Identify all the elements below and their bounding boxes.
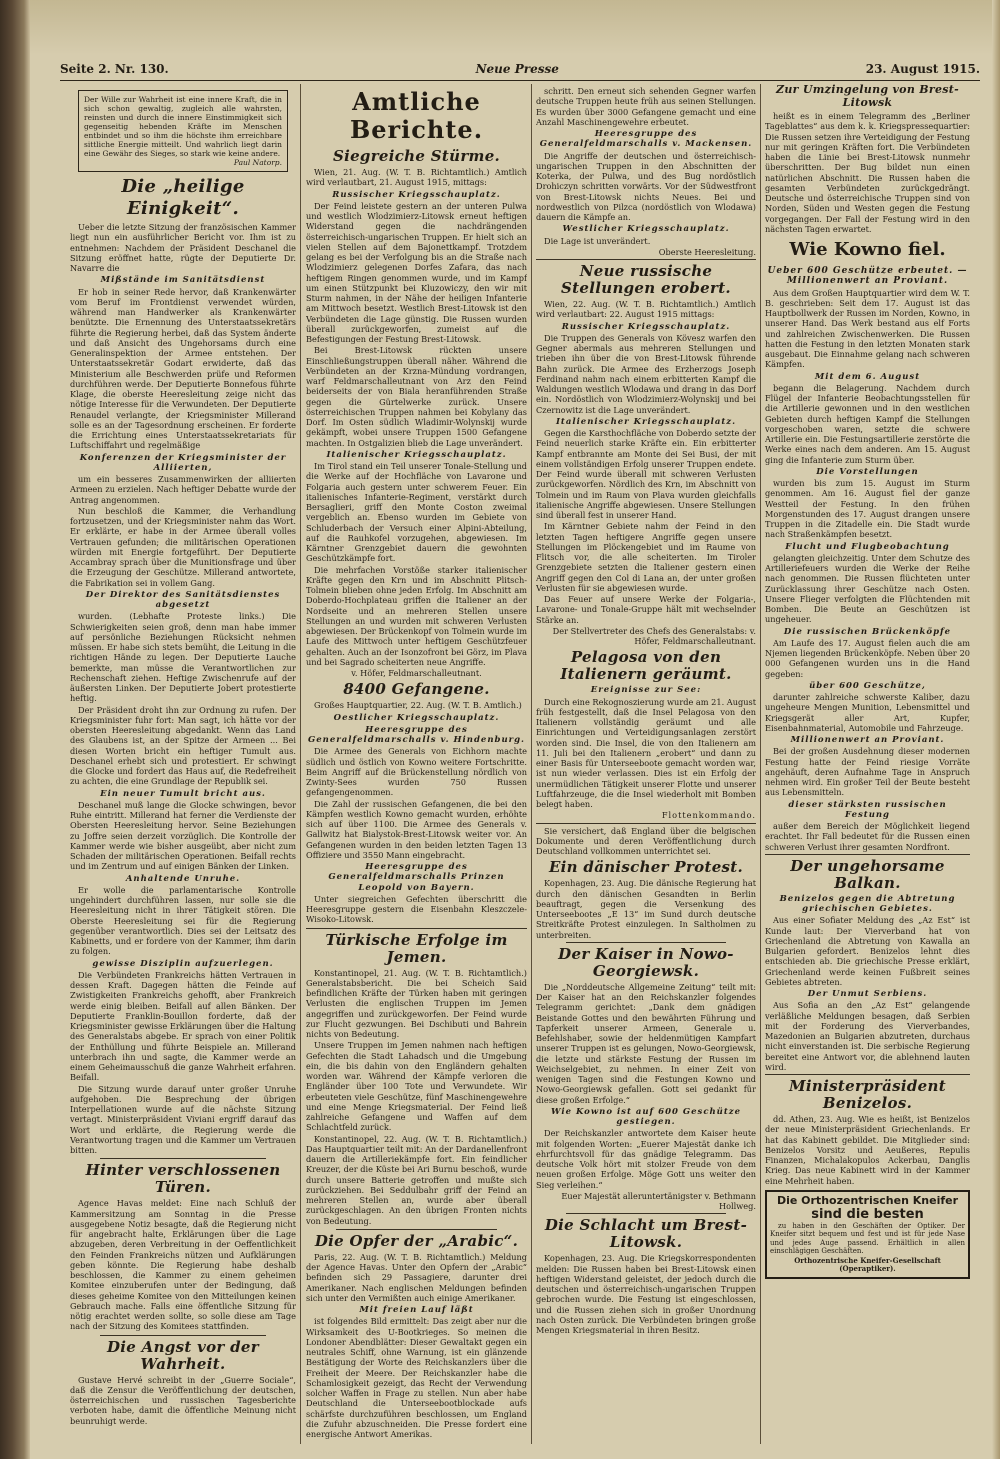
- subheading: Der Direktor des Sanitätsdienstes abgesetzt: [85, 589, 281, 610]
- subheading: Millionenwert an Proviant.: [790, 735, 945, 745]
- article-text: Aus einer Sofiater Meldung des „Az Est“ ist Kunde laut: Der Vierverband hat von Griechenland die Abtretung von Kawalla an Bulgarien gefordert. Benizelos lehnt dies entschieden ab. Die griechische Presse erklärt, Griechenland werde keinen Fußbreit seines Gebietes abtreten.: [765, 915, 970, 987]
- headline-wie-kowno-fiel: Wie Kowno fiel.: [789, 239, 946, 260]
- section-heading: Heeresgruppe des Generalfeldmarschalls Prinzen Leopold von Bayern.: [328, 862, 505, 893]
- paper-top-edge: [30, 0, 1000, 55]
- motto-box: [78, 90, 288, 172]
- column-3: [536, 86, 756, 1446]
- section-divider: [566, 942, 726, 943]
- article-text: Das Feuer auf unsere Werke der Folgaria-, Lavarone- und Tonale-Gruppe hält mit wechselnder Stärke an.: [536, 594, 756, 625]
- dateline: Großes Hauptquartier, 22. Aug. (W. T. B. Amtlich.): [314, 700, 522, 711]
- article-text: Kopenhagen, 23. Aug. Die dänische Regierung hat durch den dänischen Gesandten in Berlin beauftragt, gegen die Versenkung des Unterseebootes „E 13“ im Sund durch deutsche Streitkräfte Protest einzulegen. In Saltholmen zu unterbreiten.: [536, 878, 756, 940]
- column-rule: [531, 84, 532, 1444]
- article-text: heißt es in einem Telegramm des „Berliner Tageblattes“ aus dem k. k. Kriegspressequartier: Die Russen setzen ihre Verteidigung der Festung nur mit geringen Kräften fort. Die Verbündeten haben die Linie bei Brest-Litowsk nunmehr überschritten. Der Bug bildet nun einen natürlichen Abschnitt. Die Russen haben die gesamten Verbündeten zurückgedrängt. Deutsche und österreichische Truppen sind von Norden, Süden und Westen gegen die Festung vorgegangen. Der Fall der Festung wird in den nächsten Tagen erwartet.: [765, 111, 970, 234]
- article-text: Die Angriffe der deutschen und österreichisch-ungarischen Truppen in den Abschnitten der Koterka, der Pulwa, und des Bug nordöstlich Drohiczyn schritten vorwärts. Vor der Südwestfront von Brest-Litowsk nichts Neues. Bei und nordwestlich von Pilzca (nordöstlich von Wlodawa) dauern die Kämpfe an.: [536, 150, 756, 222]
- subheading: Mit dem 6. August: [814, 371, 921, 382]
- article-text: Die Verbündeten Frankreichs hätten Vertrauen in dessen Kraft. Dagegen hätten die Feinde auf Zwistigkeiten Frankreichs gehofft, aber Frankreich werde einig bleiben. Beifall auf allen Bänken. Der Deputierte Franklin-Bouillon forderte, daß der Kriegsminister gewisse Erklärungen über die Haltung des Generalstabs abgebe. Er sprach von einer Politik der Enthüllung und führte Beispiele an. Millerand unterbrach ihn und sagte, die Kammer werde an einem Geheimausschuß die ganze Wahrheit erfahren. Beifall.: [70, 969, 296, 1083]
- signature: v. Höfer, Feldmarschalleutnant.: [351, 668, 482, 678]
- ad-subheadline: sind die besten: [811, 1206, 924, 1222]
- article-text: Die Lage ist unverändert.: [544, 235, 651, 246]
- article-text: Er hob in seiner Rede hervor, daß Krankenwärter vom Beruf im Frontdienst verwendet würden, während man Handwerker als Krankenwärter benützte. Die Ernennung des Unterstaatssekretärs führte die Regierung herbei, daß das System änderte und daß Ansicht des Ungehorsams durch eine Generalinspektion der Armee entstehen. Der Unterstaatssekretär Godart erwiderte, daß das Ministerium alle Beschwerden prüfe und Reformen durchführen werde. Der Deputierte Bonnefous führte Klage, die oberste Heeresleitung zeige nicht das nötige Interesse für die Verwundeten. Der Deputierte Renaudel verlangte, der Kriegsminister Millerand solle es an der Tagesordnung erscheinen. Er forderte die Errichtung eines Unterstaatssekretariats für Luftschiffahrt und regelmäßige: [70, 286, 296, 451]
- article-text: Gustave Hervé schreibt in der „Guerre Sociale“, daß die Zensur die Veröffentlichung der deutschen, österreichischen und russischen Tagesberichte verboten habe, damit die öffentliche Meinung nicht beunruhigt werde.: [70, 1374, 296, 1426]
- ad-text: zu haben in den Geschäften der Optiker. Der Kneifer sitzt bequem und fest und ist für jede Nase und jedes Auge passend. Erhältlich in allen einschlägigen Geschäften.: [770, 1221, 965, 1256]
- headline-umzingelung-brest-litowsk: Zur Umzingelung von Brest-Litowsk: [776, 83, 959, 109]
- article-text: Aus dem Großen Hauptquartier wird dem W. T. B. geschrieben: Seit dem 17. August ist das Hauptbollwerk der Russen im Norden, Kowno, in unserer Hand. Das Werk bestand aus elf Forts und zahlreichen Zwischenwerken. Die Russen hatten die Festung in den letzten Monaten stark ausgebaut. Die Einnahme gelang nach schweren Kämpfen.: [765, 287, 970, 370]
- article-text: wurden bis zum 15. August im Sturm genommen. Am 16. August fiel der ganze Westteil der Festung. In den frühen Morgenstunden des 17. August drangen unsere Truppen in die Zitadelle ein. Die Stadt wurde nach Straßenkämpfen besetzt.: [765, 478, 970, 540]
- article-text: Im Tirol stand ein Teil unserer Tonale-Stellung und die Werke auf der Hochfläche von Lavarone und Folgaria auch gestern unter schwerem Feuer. Ein italienisches Infanterie-Regiment, verstärkt durch Bersaglieri, griff den Monte Coston zweimal vergeblich an. Ebenso wurden im Gebiete von Schluderbach der Versuch einer Alpini-Abteilung, auf die Rauhkofel vorzugehen, abgewiesen. Im Kärntner Grenzgebiet dauern die gewohnten Geschützkämpfe fort.: [306, 461, 527, 564]
- signature: Euer Majestät alleruntertänigster v. Bethmann Hollweg.: [561, 1190, 756, 1211]
- headline-heilige-einigkeit: Die „heilige Einigkeit“.: [121, 176, 245, 219]
- section-divider: [336, 1229, 497, 1230]
- article-text: Kopenhagen, 23. Aug. Die Kriegskorrespondenten melden: Die Russen haben bei Brest-Litowsk einen heftigen Widerstand geleistet, der jedoch durch die deutschen und österreichisch-ungarischen Truppen gebrochen wurde. Die Festung ist eingeschlossen, und die Russen ziehen sich in großer Unordnung nach Osten zurück. Die Verbündeten bringen große Mengen Kriegsmaterial in ihren Besitz.: [536, 1253, 756, 1335]
- article-text: Konstantinopel, 21. Aug. (W. T. B. Richtamtlich.) Generalstabsbericht. Die bei Scheich Said befindlichen Kräfte der Türken haben mit geringen Verlusten die englischen Truppen im Jemen angegriffen und zurückgeworfen. Der Feind wurde zur Flucht gezwungen. Bei Dschibuti und Bahrein nichts von Bedeutung.: [306, 967, 527, 1039]
- article-text: Der Reichskanzler antwortete dem Kaiser heute mit folgenden Worten: „Euerer Majestät danke ich ehrfurchtsvoll für das gnädige Telegramm. Das deutsche Volk hört mit stolzer Freude von dem neuen großen Erfolge. Möge Gott uns weiter den Sieg verleihen.“: [536, 1128, 756, 1190]
- headline-kaiser-nowo-georgiewsk: Der Kaiser in Nowo-Georgiewsk.: [558, 944, 734, 980]
- article-text: darunter zahlreiche schwerste Kaliber, dazu ungeheure Mengen Munition, Lebensmittel und Kriegsgerät aller Art, Kupfer, Eisenbahnmaterial, Automobile und Fahrzeuge.: [765, 692, 970, 733]
- subheading: Flucht und Flugbeobachtung: [785, 541, 950, 552]
- section-heading: Westlicher Kriegsschauplatz.: [562, 224, 730, 235]
- subheading: dieser stärksten russischen Festung: [788, 799, 947, 820]
- section-heading: Russischer Kriegsschauplatz.: [561, 321, 731, 332]
- ad-headline: Die Orthozentrischen Kneifer: [776, 1193, 959, 1207]
- article-text: Die Truppen des Generals von Kövesz warfen den Gegner abermals aus mehreren Stellungen und trieben ihn über die von Brest-Litowsk führende Bahn zurück. Die Armee des Erzherzogs Joseph Ferdinand nahm nach einem erbitterten Kampf die Waldungen westlich Wlodawa und drang in das Dorf ein. Nordöstlich von Wlodzimierz-Wolynskij und bei Czernowitz ist die Lage unverändert.: [536, 332, 756, 415]
- section-heading: Italienischer Kriegsschauplatz.: [555, 416, 737, 427]
- headline-neue-russische-stellungen: Neue russische Stellungen erobert.: [561, 262, 731, 297]
- subheading: Die Vorstellungen: [816, 466, 919, 477]
- article-text: wurden. (Lebhafte Proteste links.) Die Schwierigkeiten seien groß, denn man habe immer auf persönliche Beziehungen Rücksicht nehmen müssen. Er habe sich stets bemüht, die Leitung in die richtigen Hände zu legen. Der Deputierte Lauche bemerkte, man müsse die Verantwortlichen zur Rechenschaft ziehen. Heftige Zwischenrufe auf der äußersten Linken. Der Deputierte Jobert protestierte heftig.: [70, 611, 296, 704]
- article-text: Aus Sofia an den „Az Est“ gelangende verläßliche Meldungen besagen, daß Serbien mit der Forderung des Vierverbandes, Mazedonien an Bulgarien abzutreten, durchaus nicht einverstanden ist. Die serbische Regierung bereitet eine Antwort vor, die ablehnend lauten wird.: [765, 1000, 970, 1072]
- signature: Der Stellvertreter des Chefs des Generalstabs: v. Höfer, Feldmarschalleutnant.: [552, 625, 756, 646]
- article-text: Die Zahl der russischen Gefangenen, die bei den Kämpfen westlich Kowno gemacht wurden, erhöhte sich auf über 1100. Die Armee des Generals v. Gallwitz hat Bialystok-Brest-Litowsk weiter vor. An Gefangenen wurden in den beiden letzten Tagen 13 Offiziere und 3550 Mann eingebracht.: [306, 798, 527, 860]
- subheading: über 600 Geschütze,: [809, 680, 926, 691]
- subheading: Die russischen Brückenköpfe: [783, 626, 952, 637]
- column-rule: [300, 84, 301, 1444]
- article-text: Die Armee des Generals von Eichhorn machte südlich und östlich von Kowno weitere Fortschritte. Beim Angriff auf die Brückenstellung nördlich von Zwinty-Sees wurden 750 Russen gefangengenommen.: [306, 746, 527, 798]
- article-text: Die Sitzung wurde darauf unter großer Unruhe aufgehoben. Die Besprechung der übrigen Interpellationen wurde auf die nächste Sitzung vertagt. Ministerpräsident Viviani ergriff darauf das Wort und erklärte, die Regierung werde die Verantwortung tragen und die Kammer um Vertrauen bitten.: [70, 1083, 296, 1155]
- headline-ministerpraesident-benizelos: Ministerpräsident Benizelos.: [789, 1077, 946, 1112]
- headline-daenischer-protest: Ein dänischer Protest.: [548, 858, 744, 877]
- headline-schlacht-brest-litowsk: Die Schlacht um Brest-Litowsk.: [544, 1216, 748, 1252]
- article-text: Unsere Truppen im Jemen nahmen nach heftigen Gefechten die Stadt Lahadsch und die Umgebung ein, die bis dahin von den Engländern gehalten worden war. Während der Kämpfe verloren die Engländer über 100 Tote und Verwundete. Wir erbeuteten viele Geschütze, fünf Maschinengewehre und eine Menge Kriegsmaterial. Der Feind ließ zahlreiche Gefangene und Waffen auf dem Schlachtfeld zurück.: [306, 1040, 527, 1133]
- article-text: Sie versichert, daß England über die belgischen Dokumente und deren Veröffentlichung durch Deutschland vollkommen unterrichtet sei.: [536, 825, 756, 856]
- subheading: Wie Kowno ist auf 600 Geschütze gestiegen.: [550, 1106, 742, 1127]
- section-heading: Heeresgruppe des Generalfeldmarschalls v. Mackensen.: [539, 129, 753, 150]
- signature: Flottenkommando.: [661, 810, 756, 821]
- section-divider: [765, 854, 970, 855]
- column-4: [765, 80, 970, 1446]
- headline-8400-gefangene: 8400 Gefangene.: [343, 680, 490, 699]
- article-text: Der Präsident droht ihn zur Ordnung zu rufen. Der Kriegsminister fuhr fort: Man sagt, ich hätte vor der obersten Heeresleitung abgedankt. Wenn das Land des Glaubens ist, an der Spitze der Armeen ... Bei diesen Worten bricht ein heftiger Tumult aus. Deschanel erhebt sich und protestiert. Er schwingt die Glocke und fordert das Haus auf, die Redefreiheit zu achten, die eine Grundlage der Republik sei.: [70, 704, 296, 787]
- subheading: Der Unmut Serbiens.: [807, 989, 928, 999]
- article-text: Er wolle die parlamentarische Kontrolle ungehindert durchführen lassen, nur solle sie die Heeresleitung nicht in ihrer Tätigkeit stören. Die Oberste Heeresleitung sei für die Regierung gegenüber verantwortlich. Dies sei der Leitsatz des Kabinetts, und er fordere von der Kammer, ihm darin zu folgen.: [70, 884, 296, 957]
- article-text: dd. Athen, 23. Aug. Wie es heißt, ist Benizelos der neue Ministerpräsident Griechenlands. Er hat das Kabinett gebildet. Die Mitglieder sind: Benizelos Vorsitz und Aeußeres, Repulis Finanzen, Michalakopulos Ackerbau, Danglis Krieg. Das neue Kabinett wird in der Kammer eine Mehrheit haben.: [765, 1114, 970, 1186]
- headline-angst-wahrheit: Die Angst vor der Wahrheit.: [107, 1337, 259, 1373]
- article-text: Die „Norddeutsche Allgemeine Zeitung“ teilt mit: Der Kaiser hat an den Reichskanzler folgendes Telegramm gerichtet: „Dank dem gnädigen Beistande Gottes und den bewährten Führung und Tapferkeit unserer Armeen, Generale u. Befehlshaber, sowie der heldenmütigen Kampfart unserer Truppen ist es gelungen, Nowo-Georgiewsk, die letzte und stärkste Festung der Russen im Weichselgebiet, zu nehmen. In einer Zeit von wenigen Tagen sind die Festungen Kowno und Nowo-Georgiewsk gefallen. Gott sei gedankt für diese großen Erfolge.“: [536, 981, 756, 1105]
- article-text: Der Feind leistete gestern an der unteren Pulwa und westlich Wlodzimierz-Litowsk erneut heftigen Widerstand gegen die nachdrängenden österreichisch-ungarischen Truppen. Er hielt sich an vielen Stellen auf dem Bajonettkampf. Trotzdem gelang es bei der Verfolgung bis an die Straße nach Wlodzimierz gelegenen Dorfes Zafara, das nach heftigem Ringen genommen wurde, und im Kampf um einen Stützpunkt bei Kluzowiczy, den wir mit Sturm nahmen, in der Nähe der heiligen Infanterie am Mittwoch besetzt. Westlich Brest-Litowsk ist den Verbündeten die Lage günstig. Die Russen wurden überall zurückgeworfen, zumeist auf die Befestigungen der Festung Brest-Litowsk.: [306, 200, 527, 344]
- motto-text: Der Wille zur Wahrheit ist eine innere Kraft, die in sich schon gewaltig, zugleich alle wahrsten, reinsten und durch die innere Einstimmigkeit sich gegenseitig hebenden Kräfte im Menschen entbindet und so ihm die höchste ihm erreichbare sittliche Energie mitteilt. Und wahrlich liegt darin eine Gewähr des Sieges, so stark wie keine andere.: [84, 95, 282, 158]
- headline-pelagosa: Pelagosa von den Italienern geräumt.: [560, 648, 732, 684]
- column-rule: [760, 84, 761, 1444]
- column-2: [306, 86, 527, 1446]
- article-text: Paris, 22. Aug. (W. T. B. Richtamtlich.) Meldung der Agence Havas. Unter den Opfern der „Arabic“ befinden sich 29 Passagiere, darunter drei Amerikaner. Nach englischen Meldungen befinden sich unter den Vermißten auch einige Amerikaner.: [306, 1251, 527, 1303]
- article-text: Unter siegreichen Gefechten überschritt die Heeresgruppe gestern die Eisenbahn Kleszczele-Wisoko-Litowsk.: [306, 893, 527, 925]
- headline-opfer-arabic: Die Opfer der „Arabic“.: [314, 1231, 519, 1250]
- binding-spine: [0, 0, 30, 1459]
- signature: Oberste Heeresleitung.: [658, 246, 756, 257]
- article-text: Konstantinopel, 22. Aug. (W. T. B. Richtamtlich.) Das Hauptquartier teilt mit: An der Dardanellenfront dauern die Artilleriekämpfe fort. Ein feindlicher Kreuzer, der die Küste bei Ari Burnu beschoß, wurde durch unsere Batterie getroffen und mußte sich zurückziehen. Bei Seddulbahr griff der Feind an mehreren Stellen an, wurde aber überall zurückgeschlagen. An den übrigen Fronten nichts von Bedeutung.: [306, 1133, 527, 1226]
- column-1: [70, 86, 296, 1446]
- article-text: Durch eine Rekognoszierung wurde am 21. August früh festgestellt, daß die Insel Pelagosa von den Italienern vollständig geräumt und alle Einrichtungen und Verteidigungsanlagen zerstört worden sind. Die Insel, die von den Italienern am 11. Juli bei den Italienern „erobert“ und dann zu einer Basis für Unterseeboote gemacht worden war, ist nun wieder verlassen. Dies ist ein Erfolg der unermüdlichen Tätigkeit unserer Flotte und unserer Luftfahrzeuge, die die Insel wiederholt mit Bomben belegt haben.: [536, 696, 756, 809]
- article-text: schritt. Den erneut sich sehenden Gegner warfen deutsche Truppen heute früh aus seinen Stellungen. Es wurden über 3000 Gefangene gemacht und eine Anzahl Maschinengewehre erbeutet.: [536, 86, 756, 127]
- subheading: Benizelos gegen die Abtretung griechischen Gebietes.: [779, 893, 956, 914]
- section-divider: [566, 1213, 726, 1214]
- section-heading: Italienischer Kriegsschauplatz.: [326, 449, 507, 460]
- page-header: [60, 58, 980, 81]
- masthead: Neue Presse: [475, 62, 559, 76]
- section-divider: [536, 823, 756, 824]
- paper-right-edge: [992, 0, 1000, 1459]
- subheading: Konferenzen der Kriegsminister der Alliierten,: [79, 452, 287, 473]
- section-divider: [100, 1335, 266, 1336]
- article-text: Nun beschloß die Kammer, die Verhandlung fortzusetzen, und der Kriegsminister nahm das Wort. Er erklärte, er habe in der Armee überall volles Vertrauen gefunden; die militärischen Operationen würden mit Energie fortgeführt. Der Deputierte Accambray sprach über die Munitionsfrage und über die Erzeugung der Geschütze. Millerand antwortete, die Fabrikation sei in vollem Gang.: [70, 505, 296, 588]
- article-text: Deschanel muß lange die Glocke schwingen, bevor Ruhe eintritt. Millerand hat ferner die Verdienste der Obersten Heeresleitung hervor. Seine Beziehungen zu Joffre seien derzeit vorzüglich. Die Kontrolle der Kammer werde wie bisher ausgeübt, aber nicht zum Schaden der militärischen Operationen. Beifall rechts und im Zentrum und auf einigen Bänken der Linken.: [70, 799, 296, 872]
- headline-amtliche-berichte: Amtliche Berichte.: [349, 87, 484, 144]
- headline-ungehorsame-balkan: Der ungehorsame Balkan.: [790, 856, 945, 892]
- subheadline-geschuetze: Ueber 600 Geschütze erbeutet. — Millionenwert an Proviant.: [767, 266, 968, 287]
- subheading: Mißstände im Sanitätsdienst: [100, 275, 266, 286]
- article-text: außer dem Bereich der Möglichkeit liegend erachtet. Ihr Fall bedeutet für die Russen einen schweren Verlust ihrer gesamten Nordfront.: [765, 821, 970, 852]
- article-text: Agence Havas meldet: Eine nach Schluß der Kammersitzung am Sonntag in die Presse ausgegebene Notiz besagte, daß die Regierung nicht für angebracht halte, Erklärungen über die Lage abzugeben, deren Verbreitung in der Oeffentlichkeit den Feinden Frankreichs nützen und Aufklärungen geben könnte. Die Regierung habe deshalb beschlossen, die Kammer zu einem geheimen Komitee einzuberufen unter der Bedingung, daß dieses geheime Komitee von den Mitteilungen keinen Gebrauch mache. Falls eine öffentliche Sitzung für nötig erachtet werden sollte, so solle diese am Tage nach der Sitzung des Komitees stattfinden.: [70, 1198, 296, 1332]
- article-text: Gegen die Karsthochfläche von Doberdo setzte der Feind neuerlich starke Kräfte ein. Ein erbitterter Kampf entbrannte am Monte dei Sei Busi, der mit einem vollständigen Erfolg unserer Truppen endete. Der Feind wurde überall mit schweren Verlusten zurückgeworfen. Nördlich des Krn, im Abschnitt von Tolmein und im Raum von Plava wurden gleichfalls italienische Angriffe abgewiesen. Unsere Stellungen sind überall fest in unserer Hand.: [536, 428, 756, 520]
- article-text: Im Kärntner Gebiete nahm der Feind in den letzten Tagen heftigere Angriffe gegen unsere Stellungen im Plöckengebiet und im Raume von Flitsch vor, die alle scheiterten. Im Tiroler Grenzgebiete setzten die Italiener gestern einen Angriff gegen den Col di Lana an, der unter großen Verlusten für sie abgewiesen wurde.: [536, 521, 756, 593]
- headline-tuerkische-erfolge: Türkische Erfolge im Jemen.: [325, 930, 508, 966]
- subheading: gewisse Disziplin aufzuerlegen.: [92, 958, 274, 969]
- subheading: Anhaltende Unruhe.: [125, 873, 241, 884]
- section-divider: [306, 928, 527, 929]
- section-heading: Heeresgruppe des Generalfeldmarschalls v. Hindenburg.: [307, 724, 525, 745]
- article-text: ist folgendes Bild ermittelt: Das zeigt aber nur die Wirksamkeit des U-Bootkrieges. So meinen die Londoner Abendblätter: Dieser Gewaltakt gegen ein neutrales Schiff, ohne Warnung, ist ein glänzende Bestätigung der Worte des Reichskanzlers über die Freiheit der Meere. Der Reichskanzler habe die Schamlosigkeit gezeigt, das Recht der Verwendung solcher Waffen in Frage zu stellen. Nun aber habe Deutschland die Unterseebootblockade aufs schärfste durchzuführen beschlossen, um England die Zufuhr abzuschneiden. Die Presse fordert eine energische Antwort Amerikas.: [306, 1316, 527, 1439]
- subheading: Ereignisse zur See:: [590, 685, 702, 696]
- article-text: Bei Brest-Litowsk rückten unsere Einschließungstruppen überall näher. Während die Verbündeten an der Krzna-Mündung vordrangen, warf Feldmarschalleutnant von Arz den Feind beiderseits der von Biala heranführenden Straße gegen die Gürtelwerke zurück. Unsere österreichischen Truppen nahmen bei Kobylany das Dorf. Im Osten südlich Wladimir-Wolynskij wurde gekämpft, wobei unsere Truppen 1500 Gefangene machten. In Ostgalizien blieb die Lage unverändert.: [306, 345, 527, 448]
- section-heading: Oestlicher Kriegsschauplatz.: [333, 712, 500, 723]
- article-text: Am Laufe des 17. August fielen auch die am Njemen liegenden Brückenköpfe. Neben über 20 000 Gefangenen wurden uns in die Hand gegeben:: [765, 637, 970, 679]
- article-text: gelangten gleichzeitig. Unter dem Schutze des Artilleriefeuers wurden die Werke der Reihe nach genommen. Die Russen flüchteten unter Zurücklassung ihrer Geschütze nach Osten. Unsere Flieger verfolgten die Flüchtenden mit Bomben. Die Beute an Geschützen ist ungeheuer.: [765, 552, 970, 625]
- motto-author: Paul Natorp.: [233, 158, 282, 167]
- section-divider: [536, 259, 756, 260]
- article-text: um ein besseres Zusammenwirken der alliierten Armeen zu erzielen. Nach heftiger Debatte wurde der Antrag angenommen.: [70, 474, 296, 505]
- article-text: Ueber die letzte Sitzung der französischen Kammer liegt nun ein ausführlicher Bericht vor. Ihm ist zu entnehmen: Nachdem der Präsident Deschanel die Sitzung eröffnet hatte, rügte der Deputierte Dr. Navarre die: [70, 222, 296, 273]
- kneifer-advertisement: [765, 1190, 970, 1279]
- section-divider: [765, 1074, 970, 1075]
- dateline: Wien, 22. Aug. (W. T. B. Richtamtlich.) Amtlich wird verlautbart: 22. August 1915 mittags:: [536, 299, 756, 320]
- article-text: Bei der großen Ausdehnung dieser modernen Festung hatte der Feind riesige Vorräte angehäuft, deren Aufnahme Tage in Anspruch nehmen wird. Ein großer Teil der Beute besteht aus Lebensmitteln.: [765, 746, 970, 798]
- ad-footer: Orthozentrische Kneifer-Gesellschaft (Operaptiker).: [794, 1255, 941, 1274]
- article-text: Die mehrfachen Vorstöße starker italienischer Kräfte gegen den Krn und im Abschnitt Plitsch-Tolmein blieben ohne jeden Erfolg. Im Abschnitt am Doberdo-Hochplateau griffen die Italiener an der Nordseite und an mehreren Stellen unsere Stellungen an und wurden mit schweren Verlusten abgewiesen. Der Brückenkopf von Tolmein wurde im Laufe des Mittwoch unter heftigem Geschützfeuer gehalten. Auch an der Isonzofront bei Görz, im Plava und bei Sagrado scheiterten neue Angriffe.: [306, 564, 527, 667]
- issue-date: 23. August 1915.: [865, 62, 980, 76]
- headline-verschlossene-tueren: Hinter verschlossenen Türen.: [85, 1161, 281, 1197]
- subheading: Mit freien Lauf läßt: [359, 1305, 474, 1315]
- subheading: Ein neuer Tumult bricht aus.: [100, 788, 266, 799]
- dateline: Wien, 21. Aug. (W. T. B. Richtamtlich.) Amtlich wird verlautbart, 21. August 1915, mittags:: [306, 167, 527, 188]
- headline-siegreiche-stuerme: Siegreiche Stürme.: [332, 147, 501, 165]
- section-heading: Russischer Kriegsschauplatz.: [332, 189, 501, 200]
- page-number: Seite 2. Nr. 130.: [60, 62, 169, 76]
- article-text: begann die Belagerung. Nachdem durch Flügel der Infanterie Beobachtungsstellen für die Artillerie gewonnen und in den westlichen Gebieten durch heftigen Kampf die Stellungen vorgeschoben waren, setzte die schwere Artillerie ein. Die Festungsartillerie zerstörte die Werke eines nach dem anderen. Am 15. August ging die Infanterie zum Sturm über.: [765, 382, 970, 465]
- section-divider: [100, 1158, 266, 1159]
